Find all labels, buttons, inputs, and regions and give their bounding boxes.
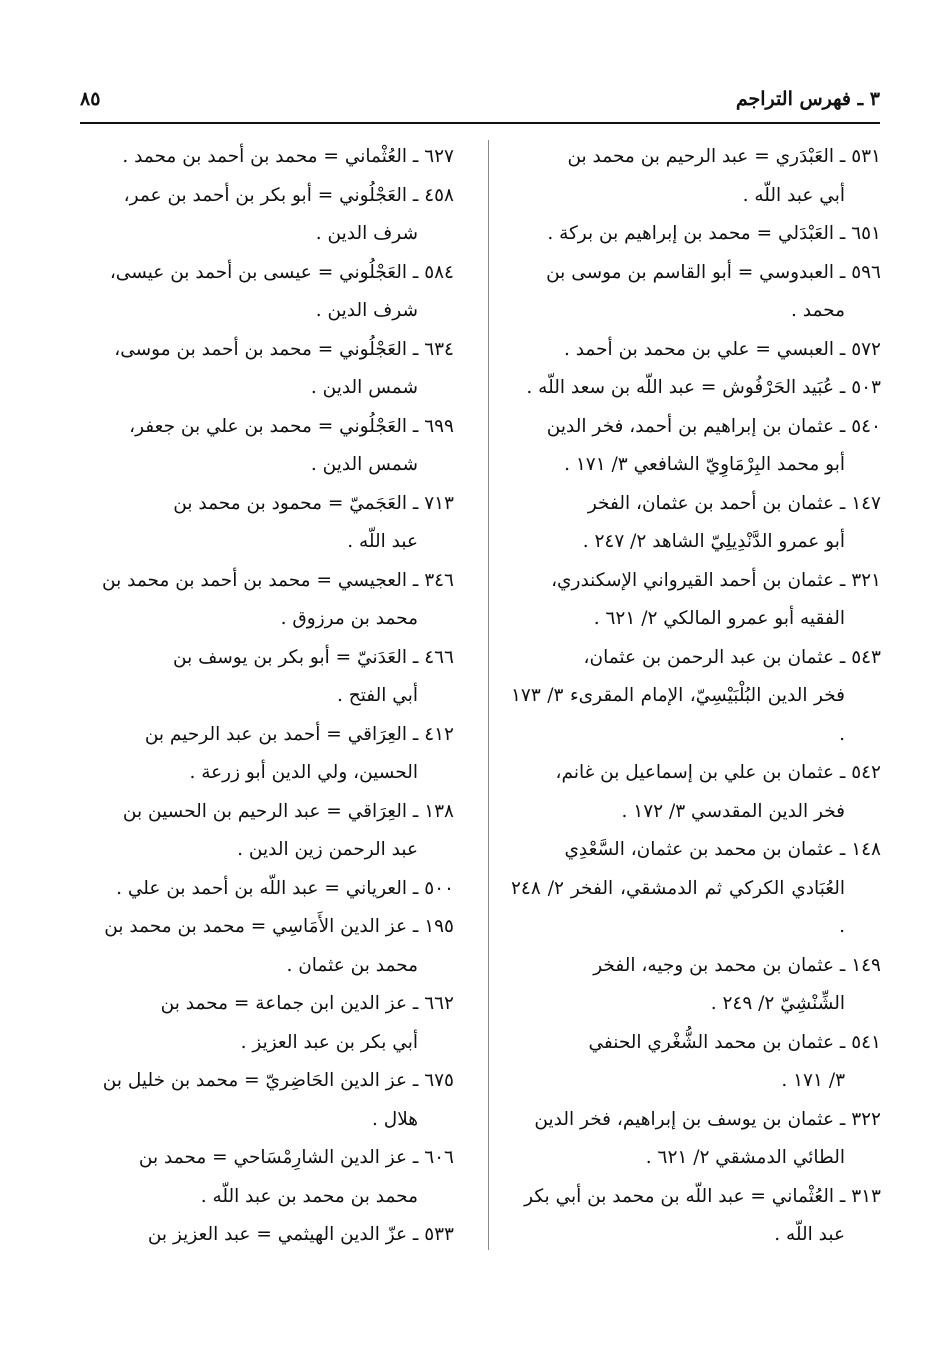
entry-first-line: ٥٤٣ ـ عثمان بن عبد الرحمن بن عثمان، <box>583 646 881 668</box>
index-entry <box>79 1139 454 1216</box>
entry-first-line: ١٤٩ ـ عثمان بن محمد بن وجيه، الفخر <box>593 954 881 976</box>
index-entry <box>511 754 881 831</box>
entry-continuation: ٣/ ١٧١ . <box>781 1070 845 1091</box>
entry-continuation: الفقيه أبو عمرو المالكي ٢/ ٦٢١ . <box>593 608 845 629</box>
entry-continuation: محمد بن عثمان . <box>286 954 418 976</box>
entry-first-line: ٦٩٩ ـ العَجْلُوني = محمد بن علي بن جعفر، <box>129 415 454 437</box>
index-entry <box>79 485 454 562</box>
entry-continuation: الشِّنْشِيّ ٢/ ٢٤٩ . <box>710 993 845 1014</box>
index-entry <box>79 254 454 331</box>
index-entry <box>79 562 454 639</box>
entry-first-line: ١٩٥ ـ عز الدين الأَمَاسِي = محمد بن محمد بن <box>104 916 454 937</box>
entry-continuation: الحسين، ولي الدين أبو زرعة . <box>189 762 418 783</box>
entry-continuation: العُبَادي الكركي ثم الدمشقي، الفخر ٢/ ٢٤٨ . <box>511 877 845 937</box>
index-entry <box>511 1101 881 1178</box>
entry-continuation: شرف الدين . <box>315 223 418 244</box>
entry-first-line: ٦٦٢ ـ عز الدين ابن جماعة = محمد بن <box>160 993 454 1014</box>
entry-first-line: ١٤٧ ـ عثمان بن أحمد بن عثمان، الفخر <box>587 492 881 514</box>
entry-first-line: ٤٦٦ ـ العَدَنيّ = أبو بكر بن يوسف بن <box>173 646 454 668</box>
entry-first-line: ٥٨٤ ـ العَجْلُوني = عيسى بن أحمد بن عيسى، <box>109 261 454 283</box>
index-entry <box>511 215 881 254</box>
entry-first-line: ٥٣٣ ـ عزّ الدين الهيثمي = عبد العزيز بن <box>147 1224 454 1245</box>
entry-first-line: ٥٤٠ ـ عثمان بن إبراهيم بن أحمد، فخر الدين <box>546 415 881 437</box>
index-entry <box>511 369 881 408</box>
entry-first-line: ٣٢٢ ـ عثمان بن يوسف بن إبراهيم، فخر الدين <box>534 1108 881 1130</box>
entry-continuation: فخر الدين البُلْبَيْسِيّ، الإمام المقرىء ٣/ ١٧٣ . <box>511 685 845 745</box>
entry-first-line: ٥٧٢ ـ العبسي = علي بن محمد بن أحمد . <box>563 338 881 360</box>
entry-first-line: ٥٤١ ـ عثمان بن محمد الشُّغْري الحنفي <box>588 1031 881 1053</box>
entry-continuation: عبد اللّه . <box>774 1224 845 1245</box>
index-column-left <box>79 138 454 1255</box>
index-entry <box>79 408 454 485</box>
entry-first-line: ٦٧٥ ـ عز الدين الحَاضِريّ = محمد بن خليل بن <box>102 1070 454 1091</box>
entry-continuation: عبد الرحمن زين الدين . <box>237 839 418 860</box>
header-rule <box>80 122 880 124</box>
entry-first-line: ٤٥٨ ـ العَجْلُوني = أبو بكر بن أحمد بن عمر، <box>123 184 454 206</box>
index-entry <box>511 254 881 331</box>
entry-first-line: ١٤٨ ـ عثمان بن محمد بن عثمان، السَّعْدِي <box>564 839 881 860</box>
index-entry <box>511 1024 881 1101</box>
index-entry <box>511 639 881 755</box>
index-entry <box>79 177 454 254</box>
entry-first-line: ٦٠٦ ـ عز الدين الشارِمْسَاحي = محمد بن <box>138 1147 454 1168</box>
index-entry <box>511 331 881 370</box>
entry-first-line: ٦٢٧ ـ العُثْماني = محمد بن أحمد بن محمد . <box>122 146 454 167</box>
entry-continuation: شرف الدين . <box>315 300 418 321</box>
index-entry <box>79 908 454 985</box>
index-entry <box>79 716 454 793</box>
entry-first-line: ٥٤٢ ـ عثمان بن علي بن إسماعيل بن غانم، <box>555 762 881 783</box>
entry-first-line: ٥٣١ ـ العَبْدَري = عبد الرحيم بن محمد بن <box>567 146 881 167</box>
entry-continuation: الطائي الدمشقي ٢/ ٦٢١ . <box>645 1147 845 1168</box>
index-entry <box>79 870 454 909</box>
entry-continuation: محمد . <box>790 300 845 321</box>
index-entry <box>79 793 454 870</box>
index-column-right <box>511 138 881 1255</box>
entry-continuation: محمد بن مرزوق . <box>280 608 418 629</box>
entry-continuation: أبو عمرو الدَّنْدِيلِيّ الشاهد ٢/ ٢٤٧ . <box>582 531 845 552</box>
running-title: ٣ ـ فهرس التراجم <box>735 88 880 110</box>
entry-continuation: محمد بن محمد بن عبد اللّه . <box>200 1185 418 1207</box>
entry-continuation: أبو محمد البِرْمَاوِيّ الشافعي ٣/ ١٧١ . <box>564 454 845 475</box>
entry-first-line: ٥٠٠ ـ العرياني = عبد اللّه بن أحمد بن علي . <box>116 877 454 899</box>
entry-first-line: ٣٢١ ـ عثمان بن أحمد القيرواني الإسكندري، <box>551 569 881 591</box>
index-entry <box>511 408 881 485</box>
entry-continuation: أبي بكر بن عبد العزيز . <box>240 1031 418 1053</box>
index-entry <box>79 1216 454 1255</box>
column-divider <box>488 140 489 1250</box>
entry-first-line: ١٣٨ ـ العِرَاقي = عبد الرحيم بن الحسين بن <box>122 800 454 822</box>
index-entry <box>79 331 454 408</box>
page-header <box>80 78 880 122</box>
index-entry <box>79 1062 454 1139</box>
entry-first-line: ٥٩٦ ـ العبدوسي = أبو القاسم بن موسى بن <box>546 261 881 283</box>
entry-continuation: عبد اللّه . <box>347 531 418 552</box>
entry-first-line: ٧١٣ ـ العَجَميّ = محمود بن محمد بن <box>173 492 454 514</box>
index-entry <box>79 138 454 177</box>
entry-first-line: ٥٠٣ ـ عُبَيد الحَرْفُوش = عبد اللّه بن سعد اللّه . <box>526 377 881 398</box>
entry-continuation: أبي عبد اللّه . <box>742 184 845 206</box>
index-entry <box>511 138 881 215</box>
entry-continuation: شمس الدين . <box>310 377 418 398</box>
entry-first-line: ٣٤٦ ـ العجيسي = محمد بن أحمد بن محمد بن <box>102 569 454 591</box>
entry-first-line: ٤١٢ ـ العِرَاقي = أحمد بن عبد الرحيم بن <box>144 723 454 745</box>
entry-continuation: أبي الفتح . <box>336 685 418 706</box>
index-entry <box>511 485 881 562</box>
index-entry <box>511 831 881 947</box>
entry-first-line: ٦٥١ ـ العَبْدَلي = محمد بن إبراهيم بن بركة . <box>547 223 881 244</box>
index-entry <box>79 985 454 1062</box>
index-entry <box>511 1178 881 1255</box>
index-entry <box>511 947 881 1024</box>
index-entry <box>79 639 454 716</box>
entry-continuation: فخر الدين المقدسي ٣/ ١٧٢ . <box>621 800 845 822</box>
entry-first-line: ٣١٣ ـ العُثْماني = عبد اللّه بن محمد بن أبي بكر <box>524 1185 881 1207</box>
index-entry <box>511 562 881 639</box>
page-number: ٨٥ <box>80 88 101 110</box>
entry-continuation: شمس الدين . <box>310 454 418 475</box>
entry-continuation: هلال . <box>372 1108 418 1130</box>
entry-first-line: ٦٣٤ ـ العَجْلُوني = محمد بن أحمد بن موسى، <box>114 338 454 360</box>
